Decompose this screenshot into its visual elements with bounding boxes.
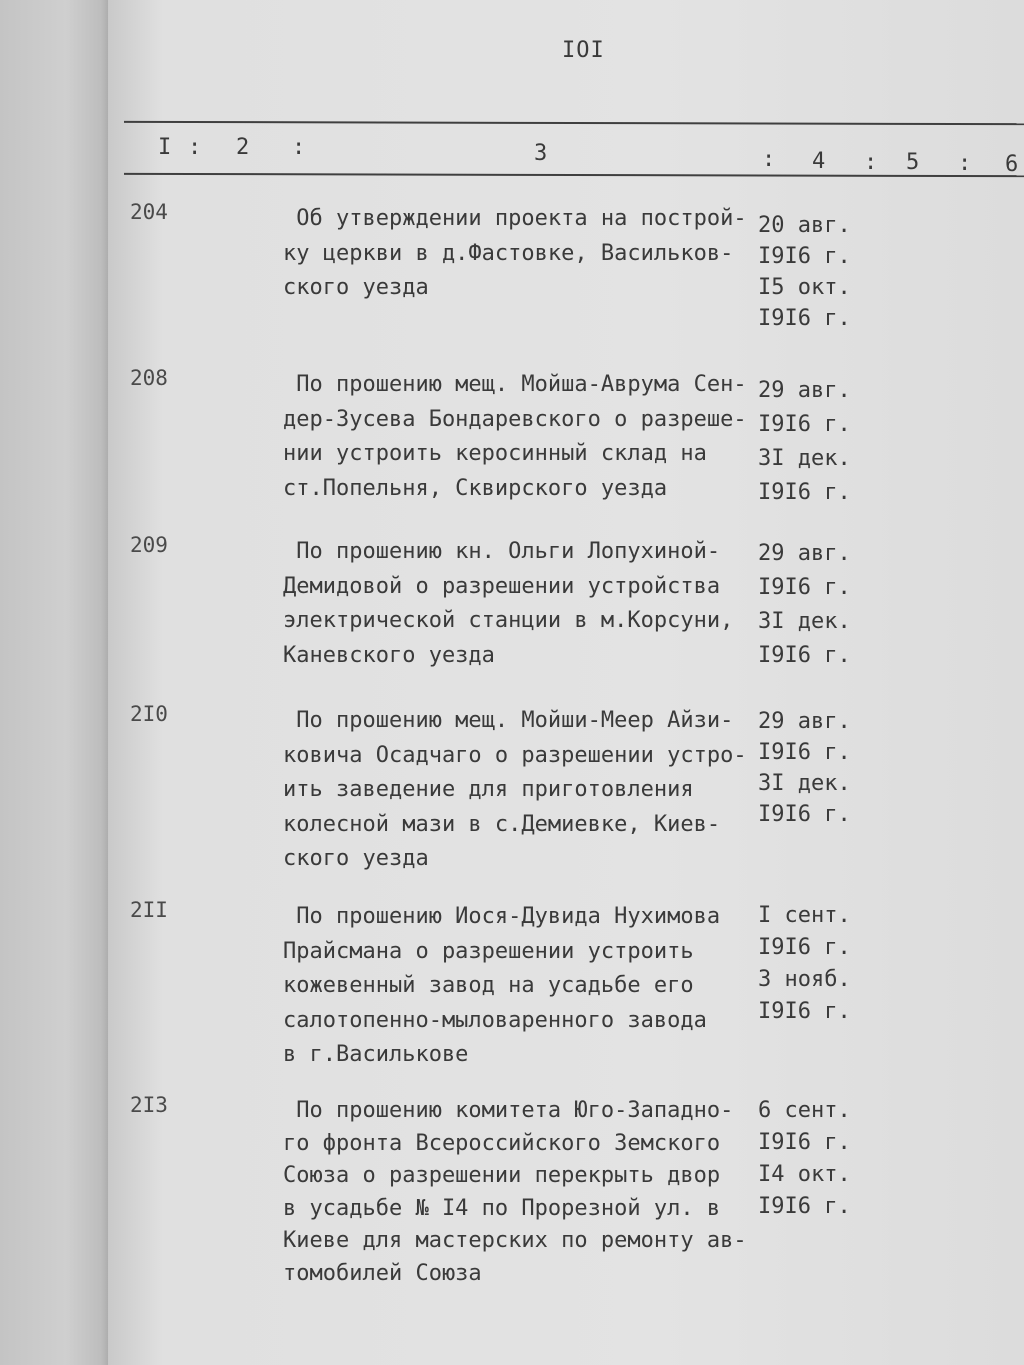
date-line: I9I6 г. (758, 244, 851, 269)
date-line: I9I6 г. (758, 802, 851, 827)
description-line: дер-Зусева Бондаревского о разреше- (283, 406, 747, 432)
date-line: I9I6 г. (758, 740, 851, 765)
entry-description (283, 900, 753, 1073)
entry-description (283, 1095, 753, 1290)
book-spine (0, 0, 110, 1365)
entry-description (283, 202, 753, 306)
date-line: 29 авг. (758, 541, 851, 566)
description-line: Союза о разрешении перекрыть двор (283, 1163, 721, 1188)
date-line: 6 сент. (758, 1098, 851, 1123)
description-line: По прошению мещ. Мойша-Аврума Сен- (283, 372, 747, 397)
description-line: кожевенный завод на усадьбе его (283, 973, 694, 998)
column-label-4: 4 (812, 149, 826, 174)
column-separator: : (864, 150, 878, 175)
date-line: I9I6 г. (758, 480, 851, 505)
description-line: электрической станции в м.Корсуни, (283, 608, 734, 633)
description-line: Киеве для мастерских по ремонту ав- (283, 1228, 747, 1253)
description-line: в усадьбе № I4 по Прорезной ул. в (283, 1195, 721, 1221)
description-line: Демидовой о разрешении устройства (283, 573, 721, 599)
description-line: По прошению комитета Юго-Западно- (283, 1098, 734, 1123)
description-line: По прошению мещ. Мойши-Меер Айзи- (283, 708, 734, 733)
entry-dates (758, 210, 851, 334)
description-line: Прайсмана о разрешении устроить (283, 938, 694, 964)
entry-description (283, 704, 753, 877)
entry-dates (758, 706, 851, 830)
entry-number: 2I0 (130, 702, 168, 726)
description-line: Об утверждении проекта на построй- (283, 206, 747, 231)
description-line: в г.Василькове (283, 1042, 469, 1067)
date-line: I9I6 г. (758, 306, 851, 331)
description-line: салотопенно-мыловаренного завода (283, 1007, 707, 1033)
date-line: I9I6 г. (758, 935, 851, 960)
description-line: томобилей Союза (283, 1260, 482, 1286)
date-line: I сент. (758, 903, 851, 928)
date-line: I9I6 г. (758, 575, 851, 600)
entry-number: 204 (130, 200, 168, 224)
date-line: I4 окт. (758, 1162, 851, 1187)
entry-dates (758, 900, 851, 1028)
description-line: ить заведение для приготовления (283, 777, 694, 802)
description-line: По прошению кн. Ольги Лопухиной- (283, 539, 721, 564)
description-line: ковича Осадчаго о разрешении устро- (283, 742, 747, 768)
description-line: ского уезда (283, 846, 429, 871)
page-number: IOI (562, 38, 605, 63)
date-line: I9I6 г. (758, 1194, 851, 1219)
description-line: ку церкви в д.Фастовке, Васильков- (283, 240, 734, 266)
description-line: По прошению Иося-Дувида Нухимова (283, 904, 721, 929)
entry-number: 2I3 (130, 1093, 168, 1117)
column-label-2: 2 (236, 135, 250, 160)
column-separator: : (762, 147, 776, 172)
column-label-5: 5 (906, 150, 920, 175)
column-label-1: I (158, 135, 172, 160)
date-line: 3I дек. (758, 446, 851, 471)
date-line: 3I дек. (758, 771, 851, 796)
description-line: ского уезда (283, 275, 429, 300)
description-line: ст.Попельня, Сквирского уезда (283, 475, 668, 501)
date-line: I9I6 г. (758, 999, 851, 1024)
description-line: Каневского уезда (283, 642, 495, 668)
description-line: колесной мази в с.Демиевке, Киев- (283, 811, 721, 837)
entry-description (283, 535, 753, 673)
column-separator: : (188, 135, 202, 160)
entry-number: 2II (130, 898, 168, 922)
date-line: 20 авг. (758, 213, 851, 238)
entry-dates (758, 1095, 851, 1223)
entry-number: 209 (130, 533, 168, 557)
date-line: 29 авг. (758, 709, 851, 734)
entry-description (283, 368, 753, 506)
date-line: 3I дек. (758, 609, 851, 634)
date-line: I9I6 г. (758, 1130, 851, 1155)
column-label-6: 6 (1005, 152, 1019, 177)
column-label-3: 3 (534, 141, 548, 166)
date-line: I5 окт. (758, 275, 851, 300)
entry-dates (758, 537, 851, 673)
description-line: нии устроить керосинный склад на (283, 441, 707, 466)
date-line: 3 нояб. (758, 967, 851, 992)
date-line: 29 авг. (758, 378, 851, 403)
column-separator: : (292, 135, 306, 160)
entry-number: 208 (130, 366, 168, 390)
column-separator: : (958, 151, 972, 176)
date-line: I9I6 г. (758, 412, 851, 437)
description-line: го фронта Всероссийского Земского (283, 1130, 721, 1156)
date-line: I9I6 г. (758, 643, 851, 668)
entry-dates (758, 374, 851, 510)
